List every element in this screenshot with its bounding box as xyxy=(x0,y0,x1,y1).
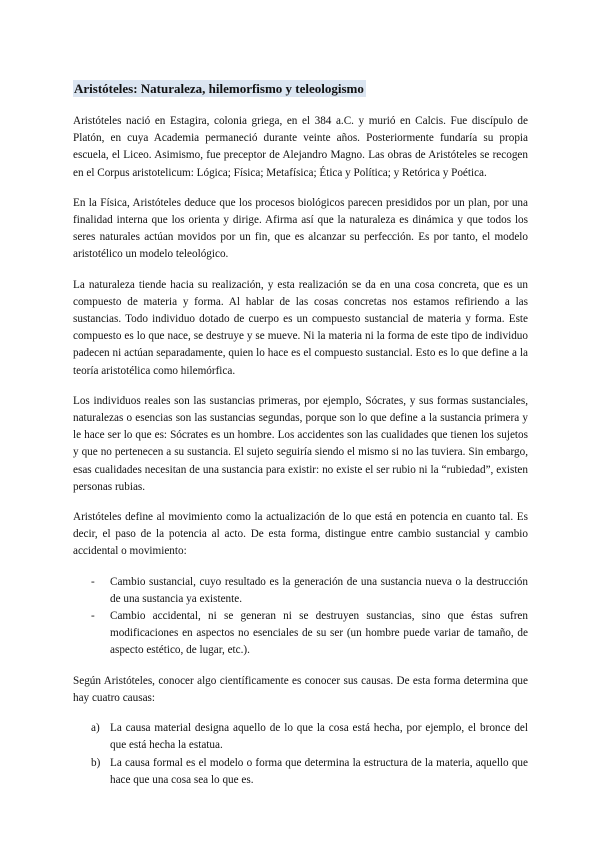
list-item-text: La causa material designa aquello de lo que la cosa está hecha, por ejemplo, el bronce del que está hecha la estatua. xyxy=(110,722,528,752)
list-item-text: Cambio sustancial, cuyo resultado es la generación de una sustancia nueva o la destrucción de una sustancia ya existente. xyxy=(110,575,528,605)
letter-marker: a) xyxy=(91,722,100,735)
paragraph-movement: Aristóteles define al movimiento como la actualización de lo que está en potencia en cuanto tal. Es decir, el paso de la potencia al acto. De esta forma, distingue entre cambio sustancial y cambio accidental o movimiento: xyxy=(73,511,528,558)
document-title: Aristóteles: Naturaleza, hilemorfismo y teleologismo xyxy=(74,81,364,96)
list-item xyxy=(73,720,528,754)
list-item-text: La causa formal es el modelo o forma que determina la estructura de la materia, aquello que hace que una cosa sea lo que es. xyxy=(110,756,528,786)
paragraph-biography: Aristóteles nació en Estagira, colonia griega, en el 384 a.C. y murió en Calcis. Fue discípulo de Platón, en cuya Academia permaneció durante veinte años. Posteriormente fundaría su propia escuela, el Liceo. Asimismo, fue preceptor de Alejandro Magno. Las obras de Aristóteles se recogen en el Corpus aristotelicum: Lógica; Física; Metafísica; Ética y Política; y Retórica y Poética. xyxy=(73,115,528,179)
paragraph-hylomorphism: La naturaleza tiende hacia su realización, y esta realización se da en una cosa concreta, que es un compuesto de materia y forma. Al hablar de las cosas concretas nos estamos refiriendo a las sustancias. Todo individuo dotado de cuerpo es un compuesto sustancial de materia y forma. Este compuesto es lo que nace, se destruye y se mueve. Ni la materia ni la forma de este tipo de individuo padecen ni actúan separadamente, quien lo hace es el compuesto sustancial. Esto es lo que define a la teoría aristotélica como hilemórfica. xyxy=(73,278,528,377)
letter-marker: b) xyxy=(91,756,101,769)
list-item-text: Cambio accidental, ni se generan ni se destruyen sustancias, sino que éstas sufren modificaciones en aspectos no esenciales de su ser (un hombre puede variar de tamaño, de aspecto estético, de lugar, etc.). xyxy=(110,610,528,657)
paragraph-teleology: En la Física, Aristóteles deduce que los procesos biológicos parecen presididos por un plan, por una finalidad interna que los orienta y dirige. Afirma así que la naturaleza es dinámica y que todos los seres naturales actúan movidos por un fin, que es alcanzar su perfección. Es por tanto, el modelo aristotélico un modelo teleológico. xyxy=(73,196,528,261)
paragraph-substances: Los individuos reales son las sustancias primeras, por ejemplo, Sócrates, y sus formas sustanciales, naturalezas o esencias son las sustancias segundas, porque son lo que define a la sustancia primera y le hace ser lo que es: Sócrates es un hombre. Los accidentes son las cualidades que tienen los sujetos y que no pertenecen a su sustancia. El sujeto seguiría siendo el mismo si no las tuviera. Sin embargo, esas cualidades necesitan de una sustancia para existir: no existe el ser rubio ni la “rubiedad”, existen personas rubias. xyxy=(73,394,528,493)
list-item xyxy=(73,608,528,660)
list-item xyxy=(73,574,528,608)
change-type-list xyxy=(73,574,528,660)
dash-marker: - xyxy=(91,575,95,588)
list-item xyxy=(73,755,528,789)
paragraph-causes-intro: Según Aristóteles, conocer algo científicamente es conocer sus causas. De esta forma determina que hay cuatro causas: xyxy=(73,674,528,704)
causes-list xyxy=(73,720,528,789)
dash-marker: - xyxy=(91,610,95,623)
